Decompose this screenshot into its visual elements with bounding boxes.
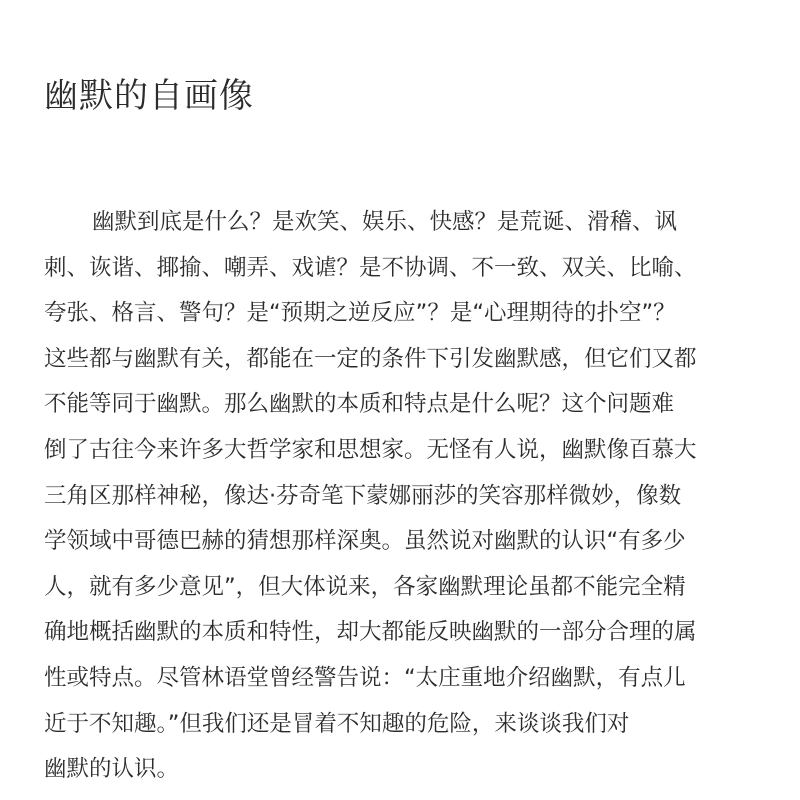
body-paragraph — [44, 200, 756, 793]
paragraph-line: 夸张、格言、警句？是“预期之逆反应”？是“心理期待的扑空”？ — [44, 300, 676, 327]
paragraph-line: 性或特点。尽管林语堂曾经警告说：“太庄重地介绍幽默，有点儿 — [44, 664, 686, 691]
paragraph-line: 这些都与幽默有关，都能在一定的条件下引发幽默感，但它们又都 — [44, 345, 697, 372]
paragraph-line: 幽默的认识。 — [44, 756, 180, 783]
paragraph-line: 倒了古往今来许多大哲学家和思想家。无怪有人说，幽默像百慕大 — [44, 436, 697, 463]
paragraph-line: 确地概括幽默的本质和特性，却大都能反映幽默的一部分合理的属 — [44, 619, 697, 646]
paragraph-line: 三角区那样神秘，像达·芬奇笔下蒙娜丽莎的笑容那样微妙，像数 — [44, 482, 682, 509]
paragraph-line: 幽默到底是什么？是欢笑、娱乐、快感？是荒诞、滑稽、讽 — [92, 209, 678, 235]
page-title: 幽默的自画像 — [44, 76, 254, 116]
paragraph-line: 学领域中哥德巴赫的猜想那样深奥。虽然说对幽默的认识“有多少 — [44, 528, 686, 555]
paragraph-line: 不能等同于幽默。那么幽默的本质和特点是什么呢？这个问题难 — [44, 391, 675, 418]
paragraph-line: 人，就有多少意见”，但大体说来，各家幽默理论虽都不能完全精 — [44, 573, 686, 600]
paragraph-line: 近于不知趣。”但我们还是冒着不知趣的危险，来谈谈我们对 — [44, 710, 630, 737]
paragraph-line: 刺、诙谐、揶揄、嘲弄、戏谑？是不协调、不一致、双关、比喻、 — [44, 254, 697, 281]
